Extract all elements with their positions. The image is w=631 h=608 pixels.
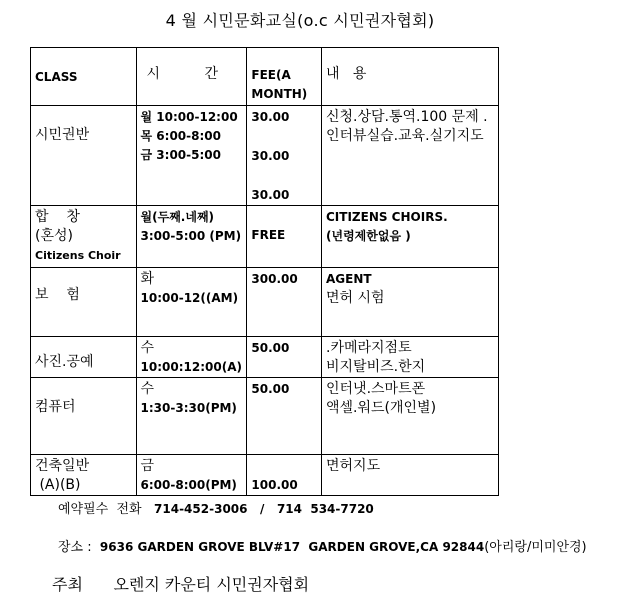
fee-cell: 50.00 xyxy=(247,337,322,378)
table-row xyxy=(31,455,499,496)
table-row xyxy=(31,206,499,268)
table-row xyxy=(31,378,499,455)
class-cell: 건축일반 (A)(B) xyxy=(31,455,137,496)
time-cell: 월(두째.네째) 3:00-5:00 (PM) xyxy=(136,206,247,268)
reservation-label: 예약필수 전화 xyxy=(58,502,142,517)
table-row xyxy=(31,106,499,206)
address: 9636 GARDEN GROVE BLV#17 GARDEN GROVE,CA 92844 xyxy=(99,540,485,554)
host-line xyxy=(52,572,309,595)
class-cell: 사진.공예 xyxy=(31,337,137,378)
address-note: (아리랑/미미안경) xyxy=(484,540,587,555)
fee-cell: 300.00 xyxy=(247,268,322,337)
time-cell: 수 1:30-3:30(PM) xyxy=(136,378,247,455)
content-cell: 인터냇.스마트폰 액셀.워드(개인별) xyxy=(322,378,499,455)
content-cell: 신청.상담.통역.100 문제 .인터뷰실습.교육.실기지도 xyxy=(322,106,499,206)
header-row xyxy=(31,48,499,106)
class-cell: 컴퓨터 xyxy=(31,378,137,455)
content-cell: .카메라지점토 비지탈비즈.한지 xyxy=(322,337,499,378)
fee-cell: 50.00 xyxy=(247,378,322,455)
content-cell: AGENT 면허 시험 xyxy=(322,268,499,337)
fee-cell: FREE xyxy=(247,206,322,268)
class-cell: 보 험 xyxy=(31,268,137,337)
time-cell: 수 10:00:12:00(A) xyxy=(136,337,247,378)
fee-cell: 100.00 xyxy=(247,455,322,496)
header-class: CLASS xyxy=(31,48,137,106)
location-label: 장소 : xyxy=(58,540,92,555)
class-cell: 시민권반 xyxy=(31,106,137,206)
table-row xyxy=(31,268,499,337)
host-label: 주최 xyxy=(52,575,83,594)
reservation-line xyxy=(58,498,374,517)
phone-numbers: 714-452-3006 / 714 534-7720 xyxy=(154,502,374,516)
schedule-table xyxy=(30,47,499,496)
location-line xyxy=(58,536,587,555)
time-cell: 월 10:00-12:00 목 6:00-8:00 금 3:00-5:00 xyxy=(136,106,247,206)
host-name: 오렌지 카운티 시민권자협회 xyxy=(113,575,310,594)
class-cell: 합 창 (혼성) Citizens Choir xyxy=(31,206,137,268)
content-cell: 면허지도 xyxy=(322,455,499,496)
header-content: 내 용 xyxy=(322,48,499,106)
time-cell: 화 10:00-12((AM) xyxy=(136,268,247,337)
table-row xyxy=(31,337,499,378)
time-cell: 금 6:00-8:00(PM) xyxy=(136,455,247,496)
header-fee: FEE(A MONTH) xyxy=(247,48,322,106)
content-cell: CITIZENS CHOIRS. (년령제한없음 ) xyxy=(322,206,499,268)
page-title: 4 월 시민문화교실(o.c 시민권자협회) xyxy=(165,11,435,30)
fee-cell: 30.00 30.00 30.00 xyxy=(247,106,322,206)
header-time: 시 간 xyxy=(136,48,247,106)
